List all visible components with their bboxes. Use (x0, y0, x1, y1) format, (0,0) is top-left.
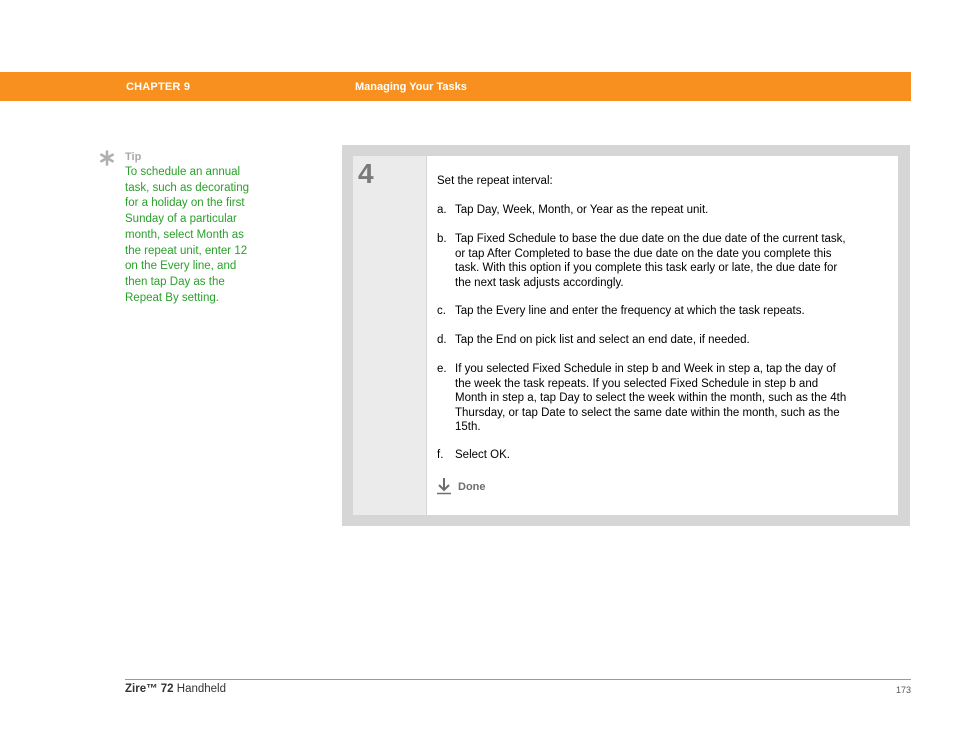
tip-line: month, select Month as (125, 228, 244, 241)
list-marker: d. (437, 334, 447, 346)
footer-divider (125, 679, 911, 680)
section-title: Managing Your Tasks (355, 81, 467, 93)
tip-line: task, such as decorating (125, 181, 250, 194)
tip-line: on the Every line, and (125, 260, 237, 273)
tip-line: the repeat unit, enter 12 (125, 244, 248, 257)
list-line: Tap the Every line and enter the frequency at which the task repeats. (455, 305, 805, 317)
list-marker: a. (437, 204, 447, 216)
tip-line: Sunday of a particular (125, 213, 237, 226)
list-line: Tap Day, Week, Month, or Year as the repeat unit. (455, 204, 709, 216)
list-line: the week the task repeats. If you selected Fixed Schedule in step b and (455, 377, 819, 390)
product-model: Zire™ 72 (125, 683, 174, 695)
list-line: or tap After Completed to base the due date on the date you complete this (455, 247, 832, 260)
asterisk-icon (99, 150, 115, 166)
tip-heading: Tip (125, 151, 142, 163)
down-arrow-icon (436, 477, 452, 495)
list-marker: f. (437, 449, 444, 461)
list-line: Month in step a, tap Day to select the week within the month, such as the 4th (455, 392, 847, 404)
list-line: 15th. (455, 421, 481, 433)
tip-line: for a holiday on the first (125, 197, 245, 210)
list-line: Tap the End on pick list and select an end date, if needed. (455, 334, 750, 346)
footer-product-name (125, 683, 226, 695)
list-line: the next task adjusts accordingly. (455, 276, 624, 289)
page-number: 173 (895, 685, 911, 695)
list-text (455, 448, 510, 463)
list-line: Select OK. (455, 449, 510, 461)
list-text (455, 232, 846, 290)
tip-line: Repeat By setting. (125, 291, 219, 304)
list-marker: e. (437, 363, 447, 375)
tip-text (125, 165, 275, 306)
step-intro: Set the repeat interval: (437, 175, 553, 187)
step-number-column (353, 156, 426, 515)
product-suffix: Handheld (173, 683, 227, 695)
tip-line: then tap Day as the (125, 275, 225, 288)
list-line: Tap Fixed Schedule to base the due date on the due date of the current task, (455, 233, 846, 245)
list-marker: b. (437, 233, 447, 245)
list-line: task. With this option if you complete this task early or late, the due date for (455, 262, 838, 274)
list-marker: c. (437, 305, 446, 317)
chapter-label: CHAPTER 9 (126, 81, 191, 93)
list-text (455, 203, 708, 218)
list-text (455, 304, 805, 319)
done-label: Done (458, 481, 486, 493)
tip-line: To schedule an annual (125, 166, 241, 178)
list-text (455, 333, 750, 348)
step-number: 4 (358, 158, 374, 189)
list-text (455, 362, 846, 435)
list-line: If you selected Fixed Schedule in step b and Week in step a, tap the day of (455, 363, 836, 375)
list-line: Thursday, or tap Date to select the same date within the month, such as the (455, 406, 840, 419)
